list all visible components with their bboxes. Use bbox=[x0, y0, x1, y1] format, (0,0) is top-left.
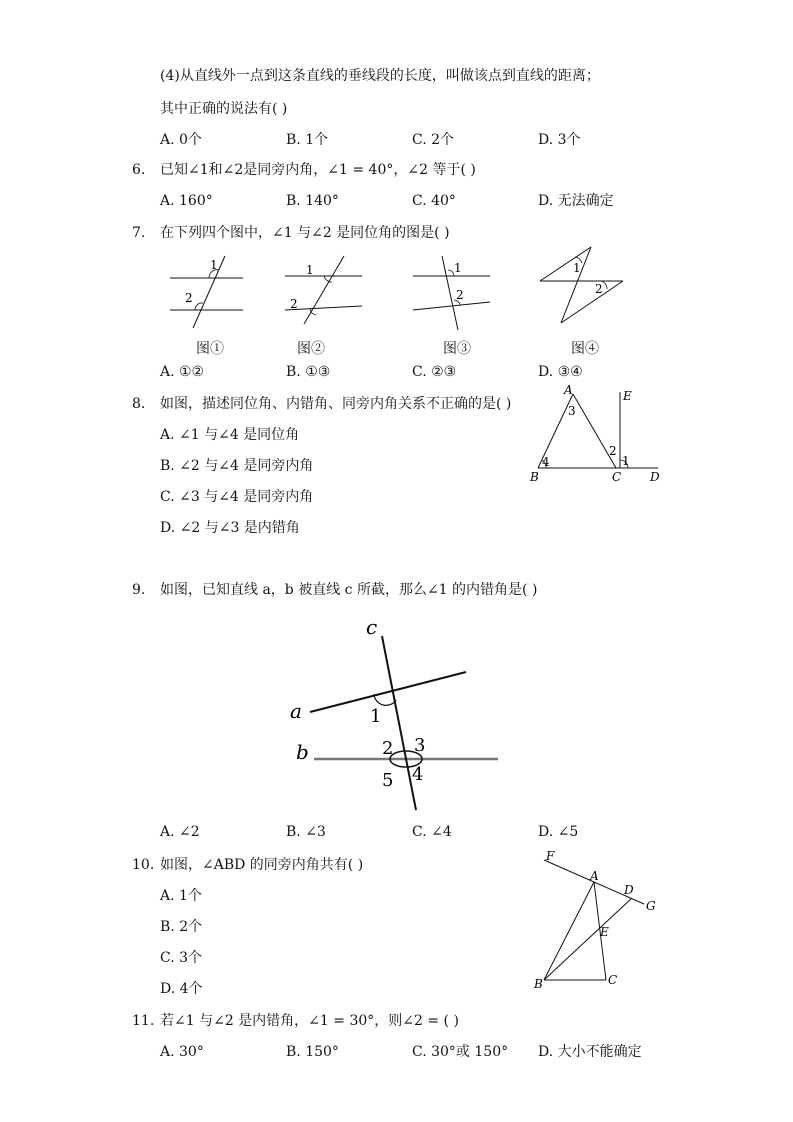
q10-point-g: G bbox=[646, 899, 656, 913]
q8-angle-3: 3 bbox=[568, 404, 576, 418]
q7-fig3-angle-1: 1 bbox=[454, 261, 462, 275]
q10-point-c: C bbox=[608, 973, 618, 987]
q7-fig4-angle-1: 1 bbox=[573, 261, 581, 275]
q10-point-b: B bbox=[534, 977, 543, 991]
q6-option-b: B. 140° bbox=[286, 193, 339, 209]
q6-option-d: D. 无法确定 bbox=[538, 193, 614, 209]
q7-caption-1: 图① bbox=[196, 341, 224, 357]
q9-line-c: c bbox=[366, 615, 378, 639]
q7-fig2-angle-2: 2 bbox=[290, 297, 298, 311]
q10-point-f: F bbox=[546, 849, 555, 863]
q7-figure-1 bbox=[165, 252, 265, 332]
q7-option-c: C. ②③ bbox=[412, 364, 457, 380]
q5-option-d: D. 3个 bbox=[538, 132, 581, 148]
q9-angle-5: 5 bbox=[382, 770, 394, 791]
q8-option-c: C. ∠3 与∠4 是同旁内角 bbox=[160, 489, 314, 505]
q8-option-d: D. ∠2 与∠3 是内错角 bbox=[160, 520, 300, 536]
q7-fig1-angle-2: 2 bbox=[185, 291, 193, 305]
q8-point-b: B bbox=[530, 470, 539, 484]
q8-point-a: A bbox=[564, 383, 573, 397]
q8-text: 如图，描述同位角、内错角、同旁内角关系不正确的是( ) bbox=[160, 396, 512, 412]
q8-angle-4: 4 bbox=[542, 455, 550, 469]
q7-caption-3: 图③ bbox=[443, 341, 471, 357]
q11-option-b: B. 150° bbox=[286, 1044, 339, 1060]
q11-text: 若∠1 与∠2 是内错角，∠1 = 30°，则∠2 = ( ) bbox=[160, 1013, 459, 1029]
q7-figure-3 bbox=[408, 252, 508, 332]
q9-angle-1: 1 bbox=[370, 706, 382, 727]
q9-option-a: A. ∠2 bbox=[160, 824, 200, 840]
q9-option-d: D. ∠5 bbox=[538, 824, 579, 840]
q10-option-b: B. 2个 bbox=[160, 919, 203, 935]
q9-figure bbox=[288, 614, 508, 814]
q9-angle-3: 3 bbox=[414, 735, 426, 756]
q6-option-c: C. 40° bbox=[412, 193, 456, 209]
q7-option-b: B. ①③ bbox=[286, 364, 331, 380]
q9-line-a: a bbox=[290, 699, 302, 723]
q11-option-c: C. 30°或 150° bbox=[412, 1044, 509, 1060]
q9-angle-4: 4 bbox=[412, 764, 424, 785]
q9-line-b: b bbox=[296, 740, 309, 764]
q10-point-d: D bbox=[624, 883, 634, 897]
q7-figure-4 bbox=[535, 245, 635, 325]
q10-number: 10. bbox=[132, 857, 155, 873]
q8-figure bbox=[528, 384, 668, 484]
q8-angle-2: 2 bbox=[609, 444, 617, 458]
q11-option-a: A. 30° bbox=[160, 1044, 204, 1060]
q8-point-d: D bbox=[650, 470, 660, 484]
q9-option-b: B. ∠3 bbox=[286, 824, 326, 840]
q9-option-c: C. ∠4 bbox=[412, 824, 452, 840]
q9-text: 如图，已知直线 a，b 被直线 c 所截，那么∠1 的内错角是( ) bbox=[160, 582, 538, 598]
q7-fig3-angle-2: 2 bbox=[456, 288, 464, 302]
q8-number: 8. bbox=[132, 396, 146, 412]
q10-point-a: A bbox=[590, 869, 599, 883]
q10-text: 如图，∠ABD 的同旁内角共有( ) bbox=[160, 857, 364, 873]
q8-angle-1: 1 bbox=[622, 454, 630, 468]
q10-option-d: D. 4个 bbox=[160, 981, 203, 997]
q7-caption-4: 图④ bbox=[571, 341, 599, 357]
q8-point-e: E bbox=[623, 389, 632, 403]
q7-fig1-angle-1: 1 bbox=[210, 258, 218, 272]
q5-statement-4: (4)从直线外一点到这条直线的垂线段的长度，叫做该点到直线的距离； bbox=[160, 68, 600, 84]
q7-figure-2 bbox=[280, 252, 380, 332]
q10-figure bbox=[532, 846, 662, 996]
q7-caption-2: 图② bbox=[297, 341, 325, 357]
q10-option-c: C. 3个 bbox=[160, 950, 203, 966]
q7-number: 7. bbox=[132, 225, 146, 241]
q8-option-a: A. ∠1 与∠4 是同位角 bbox=[160, 427, 300, 443]
q8-point-c: C bbox=[612, 470, 622, 484]
q10-point-e: E bbox=[600, 925, 609, 939]
q11-option-d: D. 大小不能确定 bbox=[538, 1044, 642, 1060]
q9-angle-2: 2 bbox=[382, 738, 394, 759]
q7-fig4-angle-2: 2 bbox=[595, 282, 603, 296]
q9-number: 9. bbox=[132, 582, 146, 598]
q10-option-a: A. 1个 bbox=[160, 888, 202, 904]
q5-option-a: A. 0个 bbox=[160, 132, 202, 148]
q6-text: 已知∠1和∠2是同旁内角，∠1 = 40°，∠2 等于( ) bbox=[160, 162, 476, 178]
q5-prompt: 其中正确的说法有( ) bbox=[160, 101, 288, 117]
q7-fig2-angle-1: 1 bbox=[306, 263, 314, 277]
q7-option-d: D. ③④ bbox=[538, 364, 583, 380]
q7-text: 在下列四个图中，∠1 与∠2 是同位角的图是( ) bbox=[160, 225, 450, 241]
q6-number: 6. bbox=[132, 162, 146, 178]
q5-option-c: C. 2个 bbox=[412, 132, 455, 148]
q6-option-a: A. 160° bbox=[160, 193, 213, 209]
q5-option-b: B. 1个 bbox=[286, 132, 329, 148]
q11-number: 11. bbox=[132, 1013, 155, 1029]
q8-option-b: B. ∠2 与∠4 是同旁内角 bbox=[160, 458, 314, 474]
q7-option-a: A. ①② bbox=[160, 364, 205, 380]
